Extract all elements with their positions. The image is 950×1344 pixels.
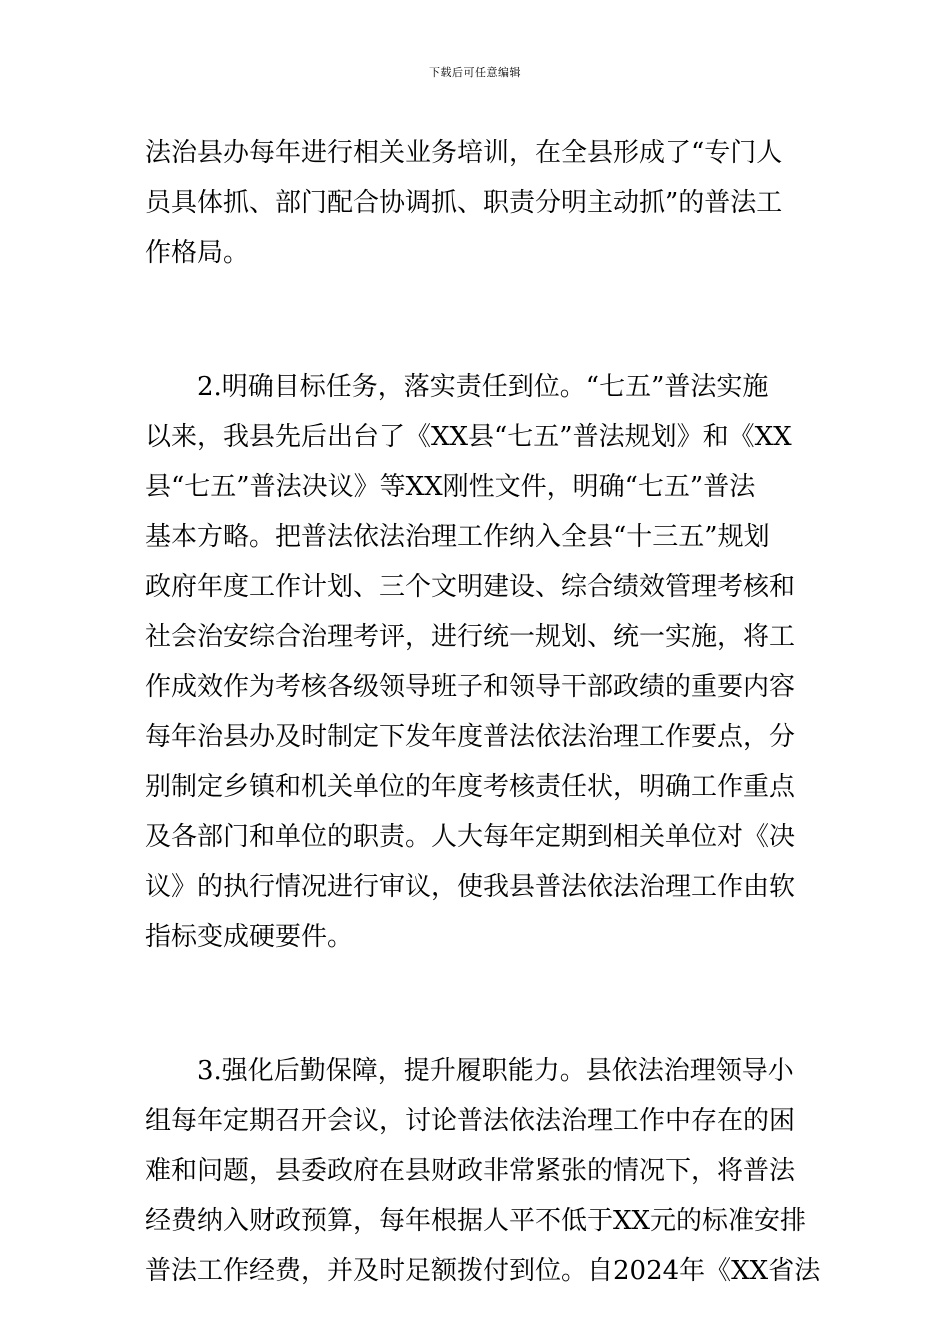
paragraph-line: 3.强化后勤保障，提升履职能力。县依法治理领导小 [145,1056,794,1086]
paragraph-line: 经费纳入财政预算，每年根据人平不低于XX元的标准安排 [145,1206,807,1236]
paragraph-2 [145,362,815,962]
download-note: 下载后可任意编辑 [429,66,521,79]
paragraph-line: 政府年度工作计划、三个文明建设、综合绩效管理考核和 [145,572,796,602]
paragraph-1 [145,128,815,278]
paragraph-line: 组每年定期召开会议，讨论普法依法治理工作中存在的困 [145,1106,796,1136]
paragraph-line: 社会治安综合治理考评，进行统一规划、统一实施，将工 [145,622,796,652]
paragraph-line: 普法工作经费，并及时足额拨付到位。自2024年《XX省法 [145,1256,821,1286]
paragraph-line: 法治县办每年进行相关业务培训，在全县形成了“专门人 [145,138,783,168]
paragraph-line: 以来，我县先后出台了《XX县“七五”普法规划》和《XX [145,422,792,452]
paragraph-line: 每年治县办及时制定下发年度普法依法治理工作要点，分 [145,722,796,752]
paragraph-line: 议》的执行情况进行审议，使我县普法依法治理工作由软 [145,872,796,902]
paragraph-line: 2.明确目标任务，落实责任到位。“七五”普法实施 [145,372,769,402]
paragraph-gap [145,278,815,362]
paragraph-line: 指标变成硬要件。 [145,922,354,952]
paragraph-line: 及各部门和单位的职责。人大每年定期到相关单位对《决 [145,822,796,852]
paragraph-line: 基本方略。把普法依法治理工作纳入全县“十三五”规划 [145,522,770,552]
paragraph-line: 作成效作为考核各级领导班子和领导干部政绩的重要内容 [145,672,796,702]
document-body [145,128,821,1296]
paragraph-3 [145,1046,821,1296]
paragraph-line: 员具体抓、部门配合协调抓、职责分明主动抓”的普法工 [145,188,783,218]
paragraph-line: 作格局。 [145,238,250,268]
paragraph-line: 县“七五”普法决议》等XX刚性文件，明确“七五”普法 [145,472,756,502]
paragraph-line: 难和问题，县委政府在县财政非常紧张的情况下，将普法 [145,1156,796,1186]
paragraph-gap [145,962,815,1046]
paragraph-line: 别制定乡镇和机关单位的年度考核责任状，明确工作重点 [145,772,796,802]
